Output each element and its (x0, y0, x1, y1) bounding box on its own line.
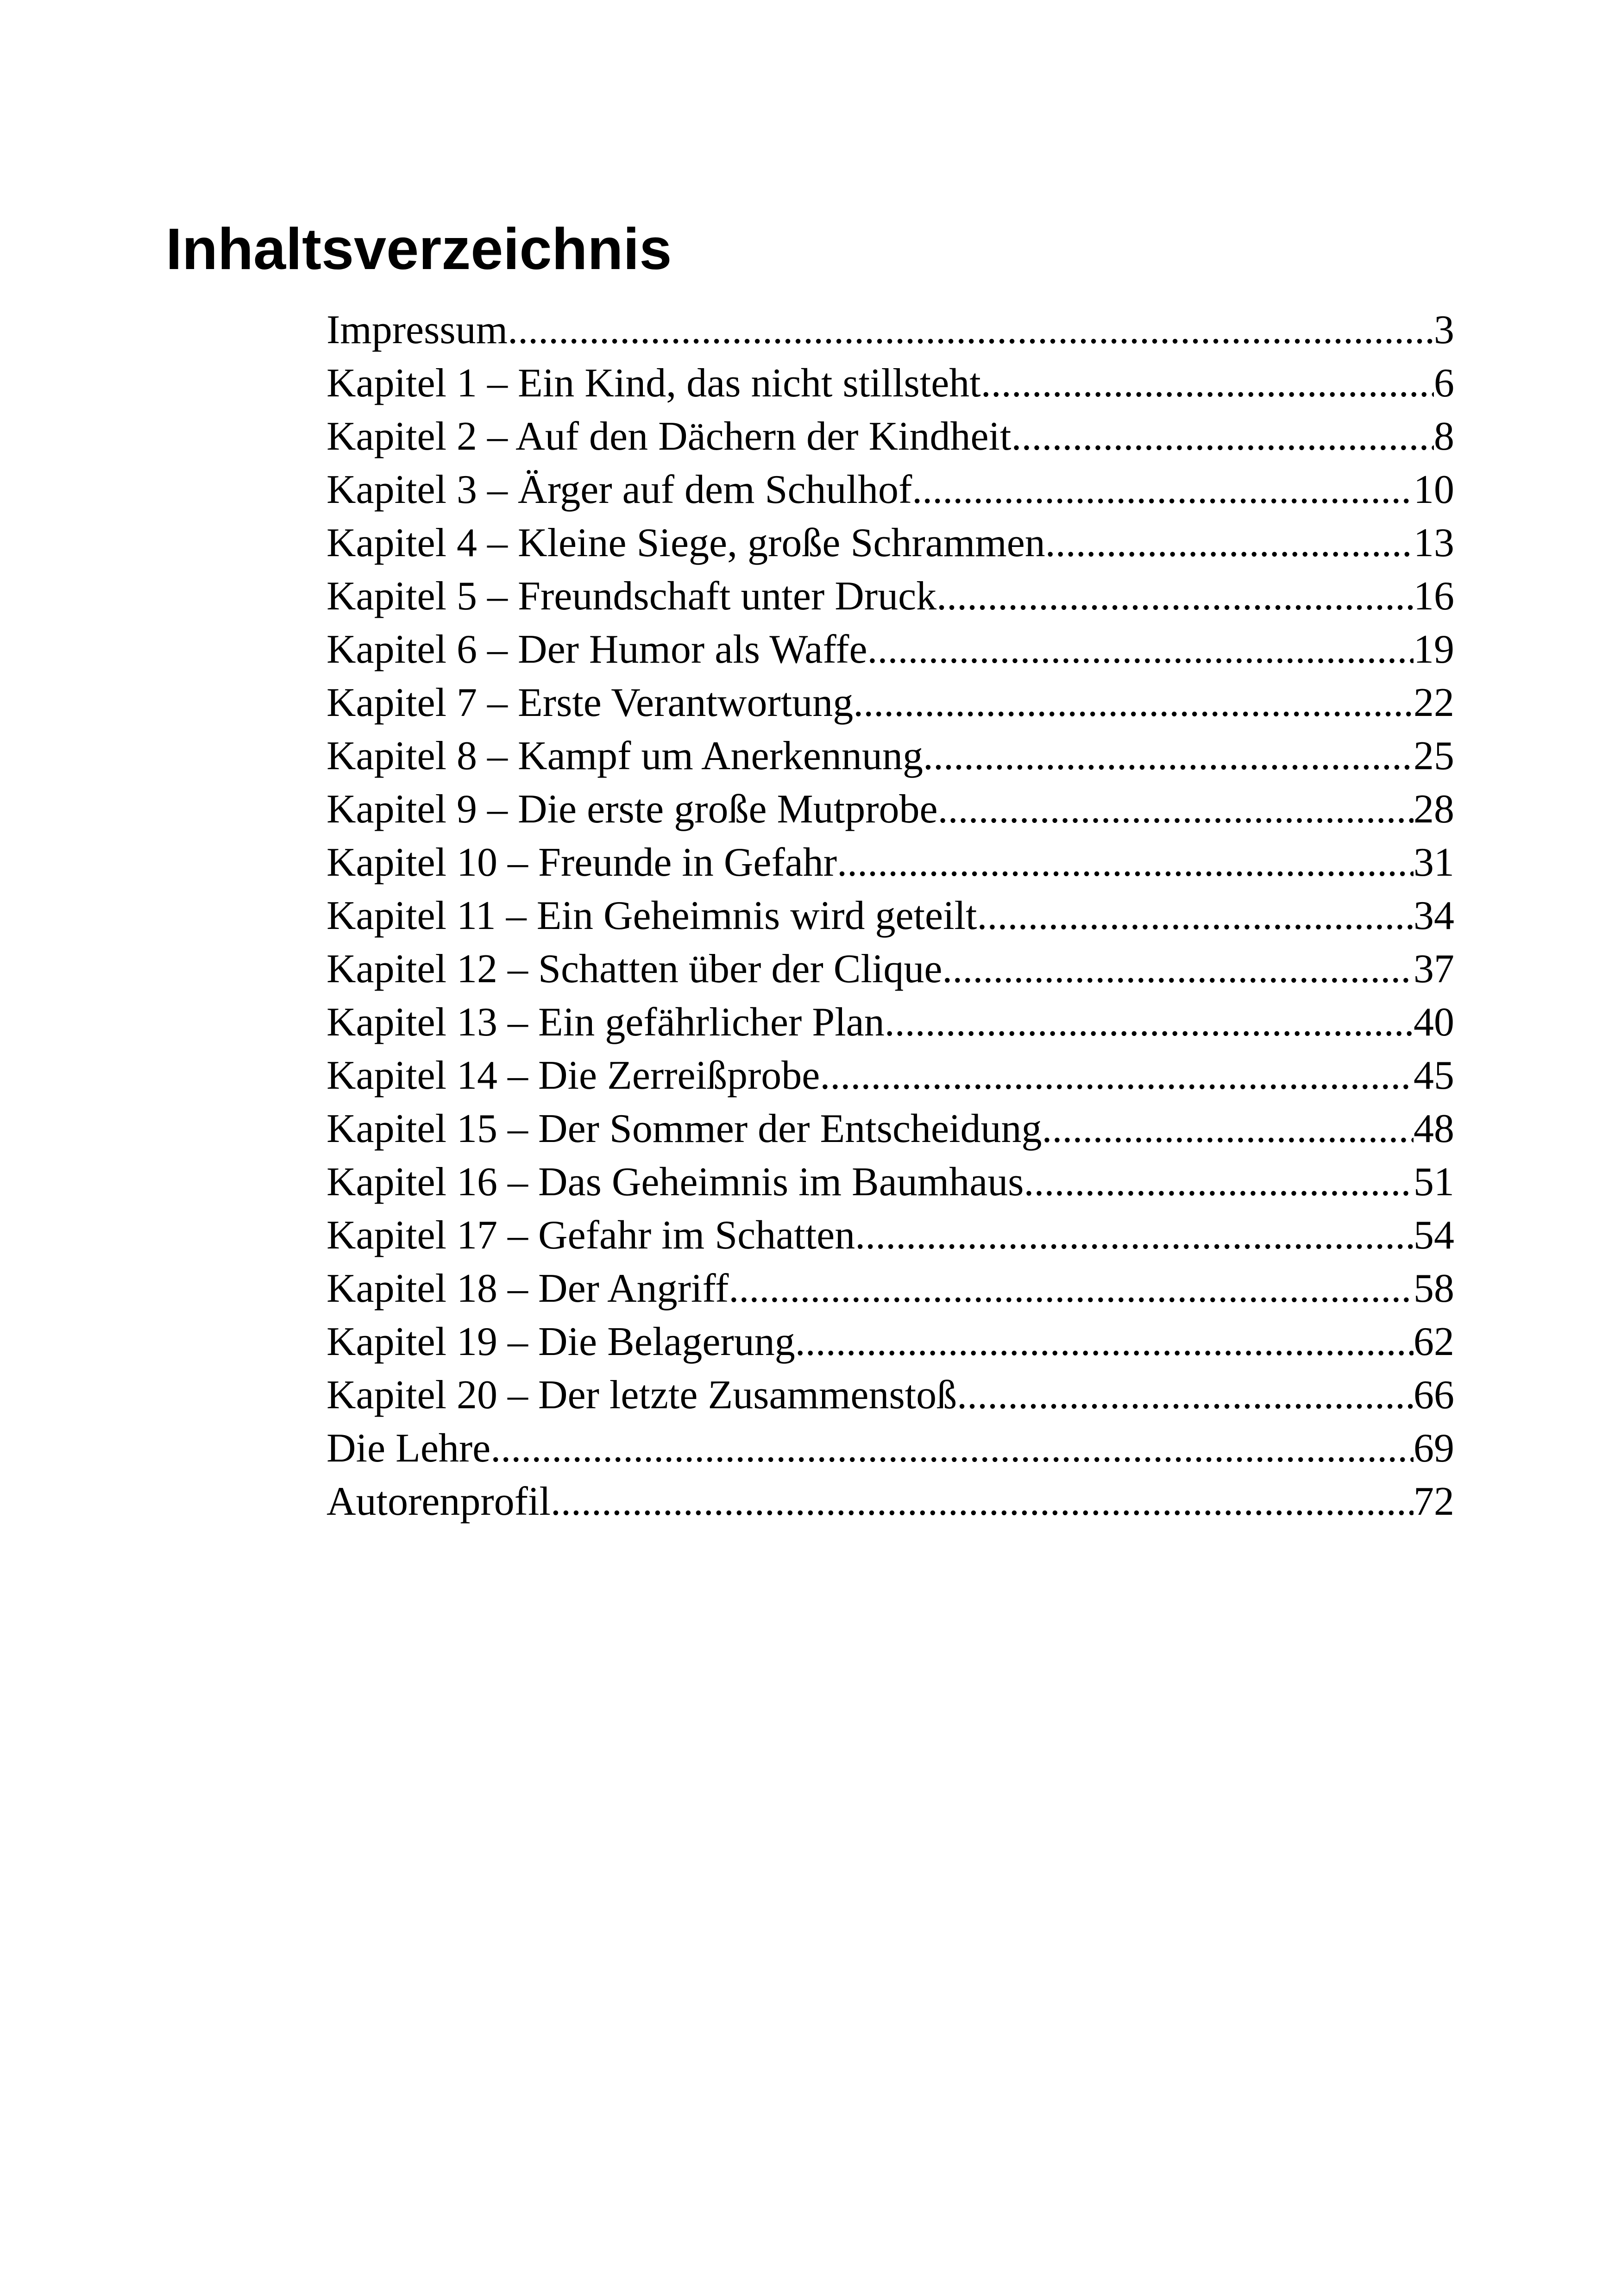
toc-entry-title: Die Lehre (327, 1426, 491, 1471)
toc-entry[interactable] (327, 410, 1454, 463)
toc-entry-page: 72 (1414, 1479, 1454, 1524)
toc-entry-page: 10 (1414, 467, 1454, 512)
toc-entry-title: Kapitel 18 – Der Angriff (327, 1266, 729, 1311)
toc-entry[interactable] (327, 1315, 1454, 1368)
toc-dot-leader (938, 783, 1414, 836)
toc-entry-title: Kapitel 16 – Das Geheimnis im Baumhaus (327, 1160, 1024, 1204)
toc-dot-leader (885, 996, 1414, 1049)
toc-entry[interactable] (327, 516, 1454, 570)
toc-entry-title: Kapitel 6 – Der Humor als Waffe (327, 627, 867, 672)
toc-entry[interactable] (327, 889, 1454, 942)
toc-dot-leader (508, 303, 1434, 357)
toc-dot-leader (551, 1475, 1414, 1528)
toc-entry-title: Kapitel 7 – Erste Verantwortung (327, 680, 854, 725)
toc-dot-leader (855, 1209, 1414, 1262)
toc-entry[interactable] (327, 357, 1454, 410)
toc-entry-page: 28 (1414, 787, 1454, 832)
toc-entry[interactable] (327, 1155, 1454, 1209)
toc-entry-title: Kapitel 5 – Freundschaft unter Druck (327, 574, 937, 619)
toc-entry-title: Kapitel 12 – Schatten über der Clique (327, 947, 942, 991)
toc-entry-title: Kapitel 15 – Der Sommer der Entscheidung (327, 1106, 1042, 1151)
toc-entry-title: Kapitel 8 – Kampf um Anerkennung (327, 734, 923, 778)
toc-entry[interactable] (327, 1475, 1454, 1528)
toc-dot-leader (912, 463, 1414, 516)
toc-dot-leader (1042, 1102, 1414, 1155)
toc-entry-page: 8 (1434, 414, 1454, 459)
toc-dot-leader (820, 1049, 1414, 1102)
toc-entry-page: 69 (1414, 1426, 1454, 1471)
toc-entry-title: Kapitel 20 – Der letzte Zusammenstoß (327, 1373, 957, 1418)
toc-entry[interactable] (327, 836, 1454, 889)
toc-entry-title: Kapitel 1 – Ein Kind, das nicht stillsteht (327, 361, 981, 406)
toc-entry-page: 34 (1414, 893, 1454, 938)
toc-dot-leader (936, 570, 1414, 623)
toc-dot-leader (942, 942, 1414, 996)
toc-entry-page: 3 (1434, 307, 1454, 352)
toc-dot-leader (923, 729, 1414, 783)
toc-entry[interactable] (327, 1262, 1454, 1315)
toc-list (327, 303, 1454, 1528)
toc-entry[interactable] (327, 570, 1454, 623)
toc-dot-leader (1011, 410, 1434, 463)
toc-entry-page: 31 (1414, 840, 1454, 885)
toc-entry-page: 37 (1414, 947, 1454, 991)
toc-entry[interactable] (327, 1422, 1454, 1475)
toc-entry-page: 6 (1434, 361, 1454, 406)
toc-entry-title: Kapitel 3 – Ärger auf dem Schulhof (327, 467, 912, 512)
toc-dot-leader (729, 1262, 1414, 1315)
toc-entry-page: 48 (1414, 1106, 1454, 1151)
toc-entry[interactable] (327, 623, 1454, 676)
toc-entry[interactable] (327, 1209, 1454, 1262)
toc-dot-leader (795, 1315, 1414, 1368)
toc-entry-page: 58 (1414, 1266, 1454, 1311)
toc-entry-title: Kapitel 9 – Die erste große Mutprobe (327, 787, 938, 832)
toc-entry-title: Kapitel 17 – Gefahr im Schatten (327, 1213, 855, 1258)
toc-dot-leader (853, 676, 1414, 729)
toc-dot-leader (977, 889, 1414, 942)
toc-entry-title: Kapitel 10 – Freunde in Gefahr (327, 840, 837, 885)
toc-heading: Inhaltsverzeichnis (166, 216, 672, 282)
toc-entry[interactable] (327, 676, 1454, 729)
toc-dot-leader (867, 623, 1414, 676)
toc-entry-page: 16 (1414, 574, 1454, 619)
toc-dot-leader (1024, 1155, 1414, 1209)
toc-entry[interactable] (327, 1049, 1454, 1102)
toc-entry[interactable] (327, 996, 1454, 1049)
toc-entry-title: Kapitel 4 – Kleine Siege, große Schrammen (327, 521, 1045, 565)
toc-entry-title: Kapitel 14 – Die Zerreißprobe (327, 1053, 820, 1098)
toc-entry-page: 19 (1414, 627, 1454, 672)
toc-entry[interactable] (327, 783, 1454, 836)
toc-entry[interactable] (327, 1368, 1454, 1422)
toc-entry-title: Kapitel 19 – Die Belagerung (327, 1319, 795, 1364)
toc-entry-title: Kapitel 11 – Ein Geheimnis wird geteilt (327, 893, 977, 938)
toc-entry-page: 25 (1414, 734, 1454, 778)
toc-entry-page: 66 (1414, 1373, 1454, 1418)
toc-dot-leader (1045, 516, 1414, 570)
toc-dot-leader (957, 1368, 1414, 1422)
toc-dot-leader (981, 357, 1434, 410)
toc-entry-page: 22 (1414, 680, 1454, 725)
toc-dot-leader (837, 836, 1414, 889)
toc-dot-leader (490, 1422, 1414, 1475)
toc-entry[interactable] (327, 463, 1454, 516)
toc-entry-page: 45 (1414, 1053, 1454, 1098)
toc-entry-page: 51 (1414, 1160, 1454, 1204)
toc-entry-page: 40 (1414, 1000, 1454, 1045)
toc-entry-title: Impressum (327, 307, 508, 352)
toc-entry-page: 62 (1414, 1319, 1454, 1364)
toc-entry-title: Autorenprofil (327, 1479, 551, 1524)
toc-entry-page: 13 (1414, 521, 1454, 565)
toc-entry-title: Kapitel 2 – Auf den Dächern der Kindheit (327, 414, 1012, 459)
toc-entry-page: 54 (1414, 1213, 1454, 1258)
toc-entry[interactable] (327, 942, 1454, 996)
toc-entry[interactable] (327, 1102, 1454, 1155)
toc-entry[interactable] (327, 729, 1454, 783)
toc-entry-title: Kapitel 13 – Ein gefährlicher Plan (327, 1000, 885, 1045)
toc-entry[interactable] (327, 303, 1454, 357)
